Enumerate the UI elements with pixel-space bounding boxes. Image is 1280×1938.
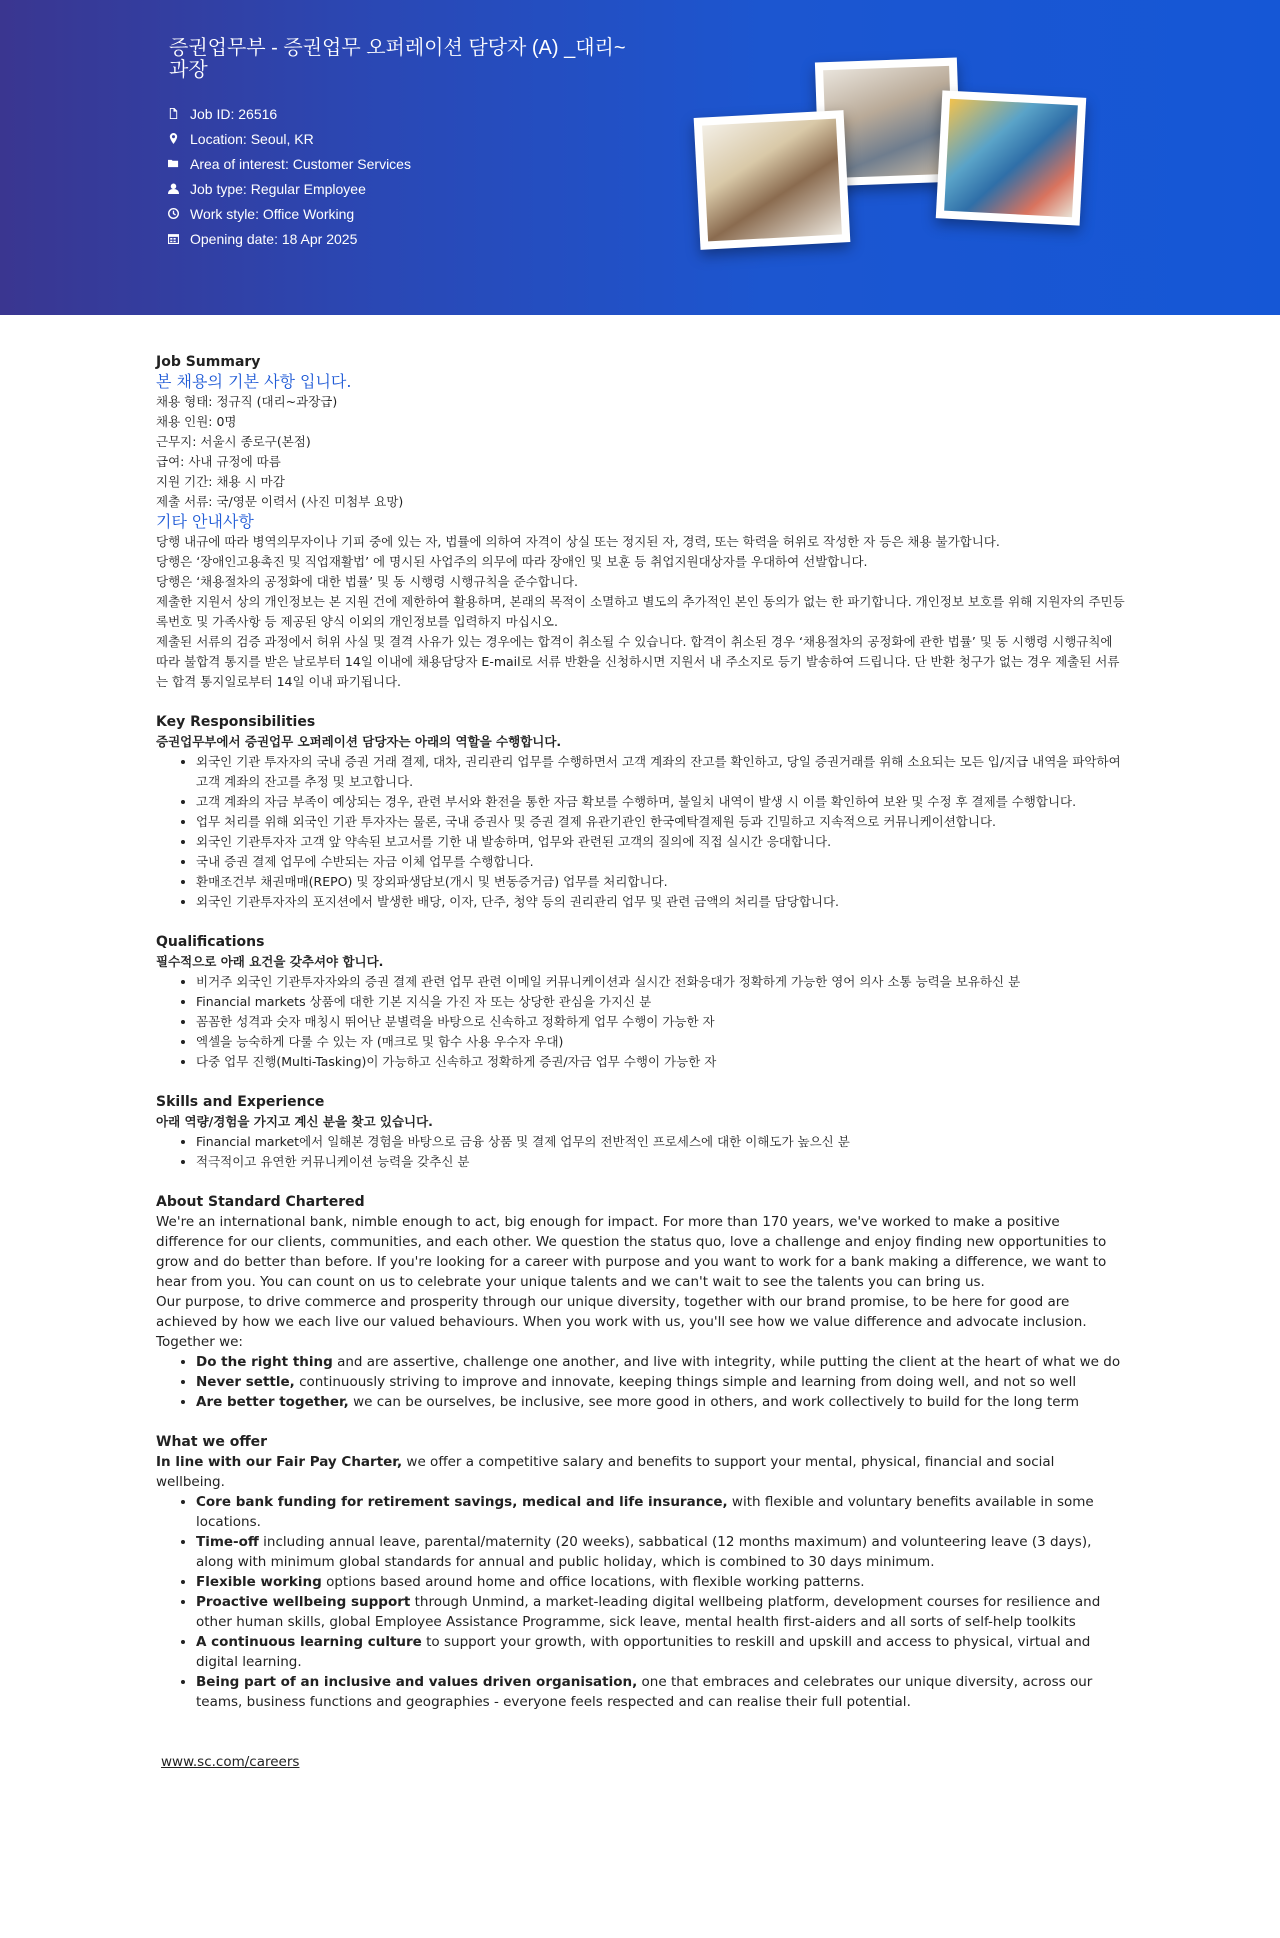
clock-icon — [168, 208, 190, 219]
section-heading-skills: Skills and Experience — [156, 1094, 325, 1110]
calendar-icon — [168, 233, 190, 244]
list-item: • Being part of an inclusive and values driven organisation, one that embraces and celebrates our unique diversity, across our teams, business functions and geographies - everyone feels respected and can realise their full potential. — [196, 1672, 1126, 1712]
list-item: • Never settle, continuously striving to improve and innovate, keeping things simple and learning from doing well, and not so well — [196, 1372, 1126, 1392]
list-item: • 적극적이고 유연한 커뮤니케이션 능력을 갖추신 분 — [196, 1152, 1126, 1172]
list-item: • 다중 업무 진행(Multi-Tasking)이 가능하고 신속하고 정확하게 증권/자금 업무 수행이 가능한 자 — [196, 1052, 1126, 1072]
offer-intro: In line with our Fair Pay Charter, we offer a competitive salary and benefits to support your mental, physical, financial and social wellbeing. — [156, 1454, 1055, 1490]
list-item: • 업무 처리를 위해 외국인 기관 투자자는 물론, 국내 증권사 및 증권 결제 유관기관인 한국예탁결제원 등과 긴밀하고 지속적으로 커뮤니케이션합니다. — [196, 812, 1126, 832]
list-item: • 외국인 기관 투자자의 국내 증권 거래 결제, 대차, 권리관리 업무를 수행하면서 고객 계좌의 잔고를 확인하고, 당일 증권거래를 위해 소요되는 모든 입/지급 내역을 파악하여 고객 계좌의 잔고를 추정 및 보고합니다. — [196, 752, 1126, 792]
responsibilities-intro: 증권업무부에서 증권업무 오퍼레이션 담당자는 아래의 역할을 수행합니다. — [156, 734, 562, 749]
job-area: Area of interest: Customer Services — [168, 151, 411, 176]
section-heading-responsibilities: Key Responsibilities — [156, 714, 316, 730]
list-item: • Proactive wellbeing support through Unmind, a market-leading digital wellbeing platform, development courses for resilience and other human skills, global Employee Assistance Programme, sick leave, mental health first-aiders and all sorts of self-help toolkits — [196, 1592, 1126, 1632]
skills-intro: 아래 역량/경험을 가지고 계신 분을 찾고 있습니다. — [156, 1114, 433, 1129]
job-type: Job type: Regular Employee — [168, 176, 411, 201]
list-item: • Core bank funding for retirement savings, medical and life insurance, with flexible and voluntary benefits available in some locations. — [196, 1492, 1126, 1532]
list-item: • A continuous learning culture to support your growth, with opportunities to reskill and upskill and access to physical, virtual and digital learning. — [196, 1632, 1126, 1672]
list-item: • Financial markets 상품에 대한 기본 지식을 가진 자 또는 상당한 관심을 가지신 분 — [196, 992, 1126, 1012]
opening-date: Opening date: 18 Apr 2025 — [168, 226, 411, 251]
document-icon — [168, 108, 190, 119]
list-item: • Flexible working options based around home and office locations, with flexible working patterns. — [196, 1572, 1126, 1592]
list-item: • 외국인 기관투자자 고객 앞 약속된 보고서를 기한 내 발송하며, 업무와 관련된 고객의 질의에 직접 실시간 응대합니다. — [196, 832, 1126, 852]
section-heading-offer: What we offer — [156, 1434, 268, 1450]
list-item: • 엑셀을 능숙하게 다룰 수 있는 자 (매크로 및 함수 사용 우수자 우대) — [196, 1032, 1126, 1052]
list-item: • Financial market에서 일해본 경험을 바탕으로 금융 상품 및 결제 업무의 전반적인 프로세스에 대한 이해도가 높으신 분 — [196, 1132, 1126, 1152]
skills-list — [156, 1132, 1126, 1172]
responsibilities-list — [156, 752, 1126, 912]
values-list — [156, 1352, 1126, 1412]
basics-item: 채용 인원: 0명 — [156, 414, 237, 429]
list-item: • 꼼꼼한 성격과 숫자 매칭시 뛰어난 분별력을 바탕으로 신속하고 정확하게 업무 수행이 가능한 자 — [196, 1012, 1126, 1032]
other-info-item: 제출한 지원서 상의 개인정보는 본 지원 건에 제한하여 활용하며, 본래의 목적이 소멸하고 별도의 추가적인 본인 동의가 없는 한 파기합니다. 개인정보 보호를 위해 지원자의 주민등록번호 및 가족사항 등 제공된 양식 이외의 개인정보를 입력하지 마십시오. — [156, 594, 1125, 629]
basics-item: 급여: 사내 규정에 따름 — [156, 454, 281, 469]
hero-banner — [0, 0, 1280, 315]
about-paragraph: Together we: — [156, 1334, 243, 1350]
other-info-title: 기타 안내사항 — [156, 512, 254, 531]
basics-item: 제출 서류: 국/영문 이력서 (사진 미첨부 요망) — [156, 494, 404, 509]
qualifications-list — [156, 972, 1126, 1072]
section-heading-qualifications: Qualifications — [156, 934, 265, 950]
section-heading-about: About Standard Chartered — [156, 1194, 365, 1210]
job-location: Location: Seoul, KR — [168, 126, 411, 151]
list-item: • Do the right thing and are assertive, challenge one another, and live with integrity, while putting the client at the heart of what we do — [196, 1352, 1126, 1372]
job-title: 증권업무부 - 증권업무 오퍼레이션 담당자 (A) _대리~과장 — [169, 37, 626, 81]
basics-title: 본 채용의 기본 사항 입니다. — [156, 372, 352, 391]
office-photo — [936, 90, 1087, 225]
other-info-item: 제출된 서류의 검증 과정에서 허위 사실 및 결격 사유가 있는 경우에는 합격이 취소될 수 있습니다. 합격이 취소된 경우 ‘채용절차의 공정화에 관한 법률’ 및 동 시행령 시행규칙에 따라 불합격 통지를 받은 날로부터 14일 이내에 채용담당자 E-mail로 서류 반환을 신청하시면 지원서 내 주소지로 등기 발송하여 드립니다. 단 반환 청구가 없는 경우 제출된 서류는 합격 통지일로부터 14일 이내 파기됩니다. — [156, 634, 1120, 689]
list-item: • Time-off including annual leave, parental/maternity (20 weeks), sabbatical (12 months maximum) and volunteering leave (3 days), along with minimum global standards for annual and public holiday, which is combined to 30 days minimum. — [196, 1532, 1126, 1572]
list-item: • 국내 증권 결제 업무에 수반되는 자금 이체 업무를 수행합니다. — [196, 852, 1126, 872]
qualifications-intro: 필수적으로 아래 요건을 갖추셔야 합니다. — [156, 954, 384, 969]
about-paragraph: Our purpose, to drive commerce and prosperity through our unique diversity, together with our brand promise, to be here for good are achieved by how we each live our valued behaviours. When you work with us, you'll see how we value difference and advocate inclusion. — [156, 1294, 1087, 1330]
other-info-item: 당행은 ‘장애인고용촉진 및 직업재활법’ 에 명시된 사업주의 의무에 따라 장애인 및 보훈 등 취업지원대상자를 우대하여 선발합니다. — [156, 554, 868, 569]
benefits-list — [156, 1492, 1126, 1712]
list-item: • 외국인 기관투자자의 포지션에서 발생한 배당, 이자, 단주, 청약 등의 권리관리 업무 및 관련 금액의 처리를 담당합니다. — [196, 892, 1126, 912]
job-id: Job ID: 26516 — [168, 101, 411, 126]
basics-item: 근무지: 서울시 종로구(본점) — [156, 434, 311, 449]
list-item: • Are better together, we can be ourselves, be inclusive, see more good in others, and work collectively to build for the long term — [196, 1392, 1126, 1412]
list-item: • 비거주 외국인 기관투자자와의 증권 결제 관련 업무 관련 이메일 커뮤니케이션과 실시간 전화응대가 정확하게 가능한 영어 의사 소통 능력을 보유하신 분 — [196, 972, 1126, 992]
folder-icon — [168, 158, 190, 169]
other-info-item: 당행은 ‘채용절차의 공정화에 대한 법률’ 및 동 시행령 시행규칙을 준수합니다. — [156, 574, 579, 589]
careers-link[interactable]: www.sc.com/careers — [161, 1754, 300, 1770]
list-item: • 환매조건부 채권매매(REPO) 및 장외파생담보(개시 및 변동증거금) 업무를 처리합니다. — [196, 872, 1126, 892]
work-style: Work style: Office Working — [168, 201, 411, 226]
hero-photo-collage — [690, 52, 1100, 262]
section-heading-summary: Job Summary — [156, 354, 261, 370]
list-item: • 고객 계좌의 자금 부족이 예상되는 경우, 관련 부서와 환전을 통한 자금 확보를 수행하며, 불일치 내역이 발생 시 이를 확인하여 보완 및 수정 후 결제를 수행합니다. — [196, 792, 1126, 812]
tablet-user-photo — [694, 110, 851, 250]
job-meta-list — [168, 101, 411, 251]
job-description — [156, 352, 1126, 1772]
basics-item: 채용 형태: 정규직 (대리~과장급) — [156, 394, 338, 409]
other-info-item: 당행 내규에 따라 병역의무자이나 기피 중에 있는 자, 법률에 의하여 자격이 상실 또는 정지된 자, 경력, 또는 학력을 허위로 작성한 자 등은 채용 불가합니다. — [156, 534, 1000, 549]
about-paragraph: We're an international bank, nimble enough to act, big enough for impact. For more than 170 years, we've worked to make a positive difference for our clients, communities, and each other. We question the status quo, love a challenge and enjoy finding new opportunities to grow and do better than before. If you're looking for a career with purpose and you want to work for a bank making a difference, we want to hear from you. You can count on us to celebrate your unique talents and we can't wait to see the talents you can bring us. — [156, 1214, 1107, 1290]
basics-item: 지원 기간: 채용 시 마감 — [156, 474, 285, 489]
person-icon — [168, 183, 190, 194]
location-pin-icon — [168, 133, 190, 144]
